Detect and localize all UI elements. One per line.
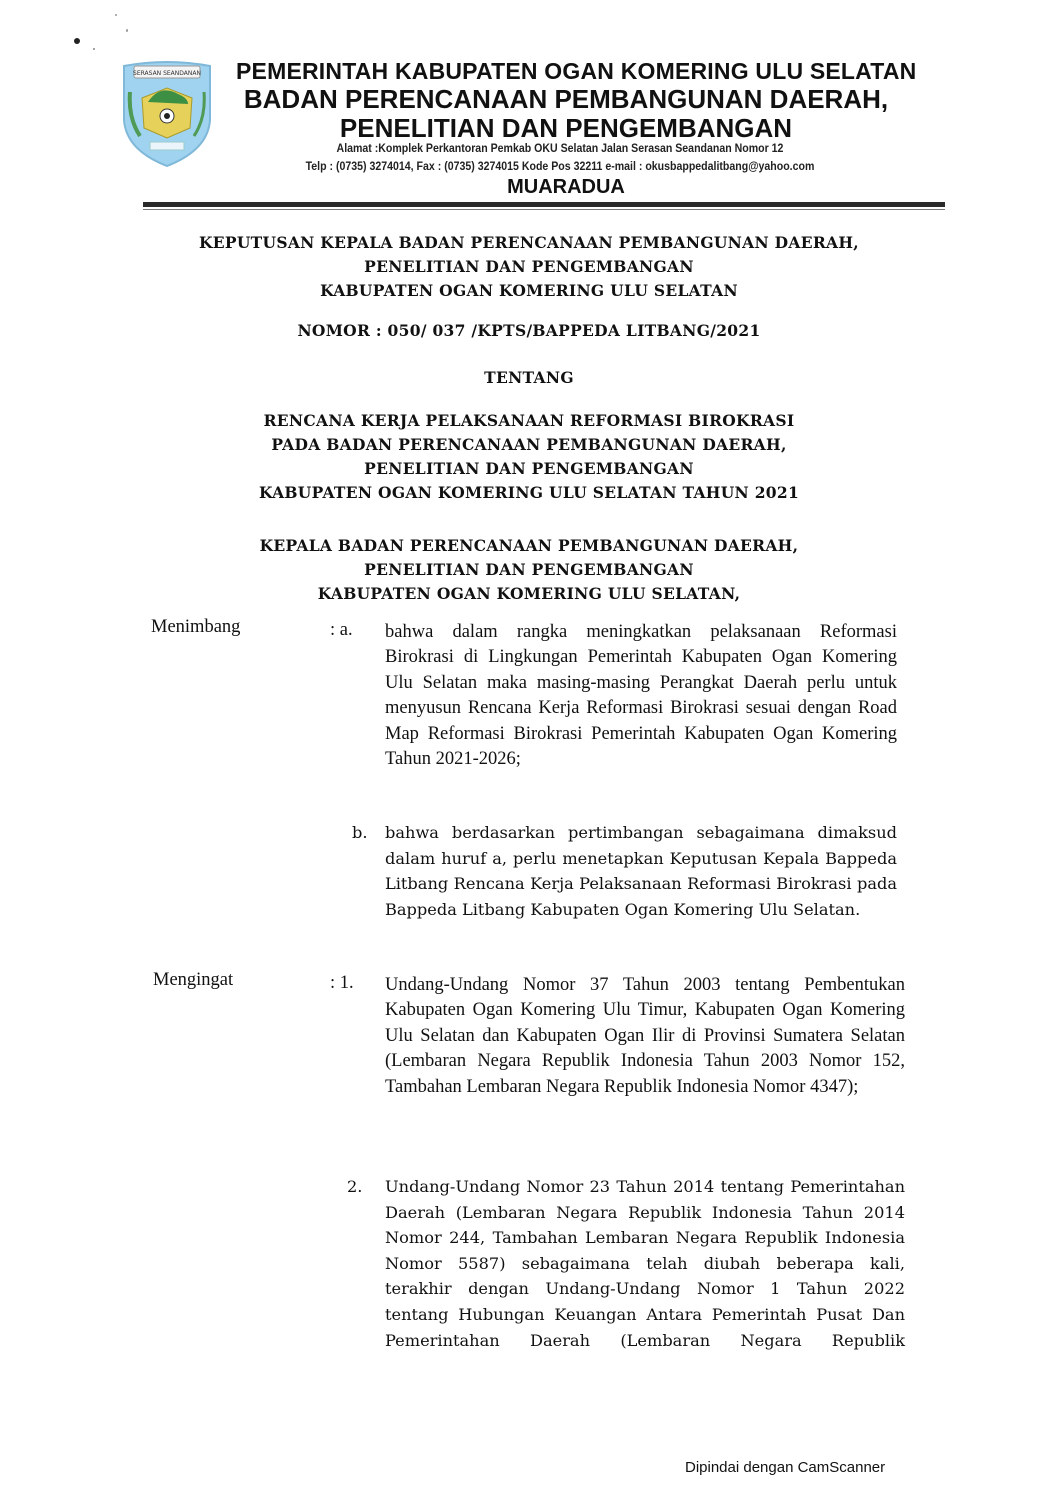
- mengingat-item-2-marker: 2.: [347, 1177, 363, 1196]
- svg-text:SERASAN SEANDANAN: SERASAN SEANDANAN: [133, 70, 201, 77]
- mengingat-item-1-marker: : 1.: [330, 973, 354, 993]
- decree-subject-line4: KABUPATEN OGAN KOMERING ULU SELATAN TAHUN 2021: [258, 483, 800, 502]
- regency-logo: [118, 58, 216, 168]
- mengingat-item-2-text: Undang-Undang Nomor 23 Tahun 2014 tentang Pemerintahan Daerah (Lembaran Negara Republik Indonesia Tahun 2014 Nomor 244, Tambahan Lembaran Negara Republik Indonesia Nomor 5587) sebagaimana telah diubah beberapa kali, terakhir dengan Undang-Undang Nomor 1 Tahun 2022 tentang Hubungan Keuangan Antara Pemerintah Pusat Dan Pemerintahan Daerah (Lembaran Negara Republik: [385, 1177, 905, 1350]
- letterhead: [0, 0, 1058, 215]
- menimbang-item-a-text: bahwa dalam rangka meningkatkan pelaksanaan Reformasi Birokrasi di Lingkungan Pemerintah Kabupaten Ogan Komering Ulu Selatan maka masing-masing Perangkat Daerah perlu untuk menyusun Rencana Kerja Reformasi Birokrasi sesuai dengan Road Map Reformasi Birokrasi Pemerintah Kabupaten Ogan Komering Tahun 2021-2026;: [385, 622, 897, 770]
- mengingat-item-1-text: Undang-Undang Nomor 37 Tahun 2003 tentang Pembentukan Kabupaten Ogan Komering Ulu Timur, Kabupaten Ogan Komering Ulu Selatan dan Kabupaten Ogan Ilir di Provinsi Sumatera Selatan (Lembaran Negara Republik Indonesia Tahun 2003 Nomor 152, Tambahan Lembaran Negara Republik Indonesia Nomor 4347);: [385, 975, 905, 1097]
- decree-issuer-line1: KEPALA BADAN PERENCANAAN PEMBANGUNAN DAERAH,: [259, 536, 799, 555]
- government-name: PEMERINTAH KABUPATEN OGAN KOMERING ULU SELATAN: [236, 58, 917, 84]
- decree-issuer-line3: KABUPATEN OGAN KOMERING ULU SELATAN,: [317, 584, 741, 603]
- regency-crest-icon: [118, 58, 216, 168]
- decree-title-line3: KABUPATEN OGAN KOMERING ULU SELATAN: [320, 281, 738, 300]
- letterhead-divider: [143, 202, 945, 207]
- decree-number: NOMOR : 050/ 037 /KPTS/BAPPEDA LITBANG/2021: [297, 321, 761, 340]
- menimbang-item-b-text: bahwa berdasarkan pertimbangan sebagaimana dimaksud dalam huruf a, perlu menetapkan Keputusan Kepala Bappeda Litbang Rencana Kerja Pelaksanaan Reformasi Birokrasi pada Bappeda Litbang Kabupaten Ogan Komering Ulu Selatan.: [385, 823, 897, 919]
- agency-contact: Telp : (0735) 3274014, Fax : (0735) 3274015 Kode Pos 32211 e-mail : okusbappedalitbang@yahoo.com: [305, 161, 815, 173]
- agency-city: MUARADUA: [507, 176, 625, 198]
- decree-title-line2: PENELITIAN DAN PENGEMBANGAN: [364, 257, 694, 276]
- agency-name-line1: BADAN PERENCANAAN PEMBANGUNAN DAERAH,: [243, 84, 889, 114]
- decree-title-line1: KEPUTUSAN KEPALA BADAN PERENCANAAN PEMBANGUNAN DAERAH,: [199, 233, 859, 252]
- decree-issuer-line2: PENELITIAN DAN PENGEMBANGAN: [364, 560, 694, 579]
- decree-subject-line2: PADA BADAN PERENCANAAN PEMBANGUNAN DAERAH,: [271, 435, 787, 454]
- menimbang-item-b-marker: b.: [352, 823, 368, 842]
- decree-subject-line3: PENELITIAN DAN PENGEMBANGAN: [364, 459, 694, 478]
- agency-name-line2: PENELITIAN DAN PENGEMBANGAN: [339, 113, 793, 143]
- agency-address: Alamat :Komplek Perkantoran Pemkab OKU Selatan Jalan Serasan Seandanan Nomor 12: [336, 143, 784, 155]
- camscanner-watermark: Dipindai dengan CamScanner: [685, 1459, 886, 1476]
- menimbang-item-a-marker: : a.: [330, 620, 353, 640]
- menimbang-label: Menimbang: [151, 617, 241, 637]
- decree-tentang: TENTANG: [484, 368, 574, 387]
- mengingat-label: Mengingat: [153, 970, 234, 990]
- letterhead-divider-thin: [143, 209, 945, 210]
- decree-subject-line1: RENCANA KERJA PELAKSANAAN REFORMASI BIROKRASI: [263, 411, 795, 430]
